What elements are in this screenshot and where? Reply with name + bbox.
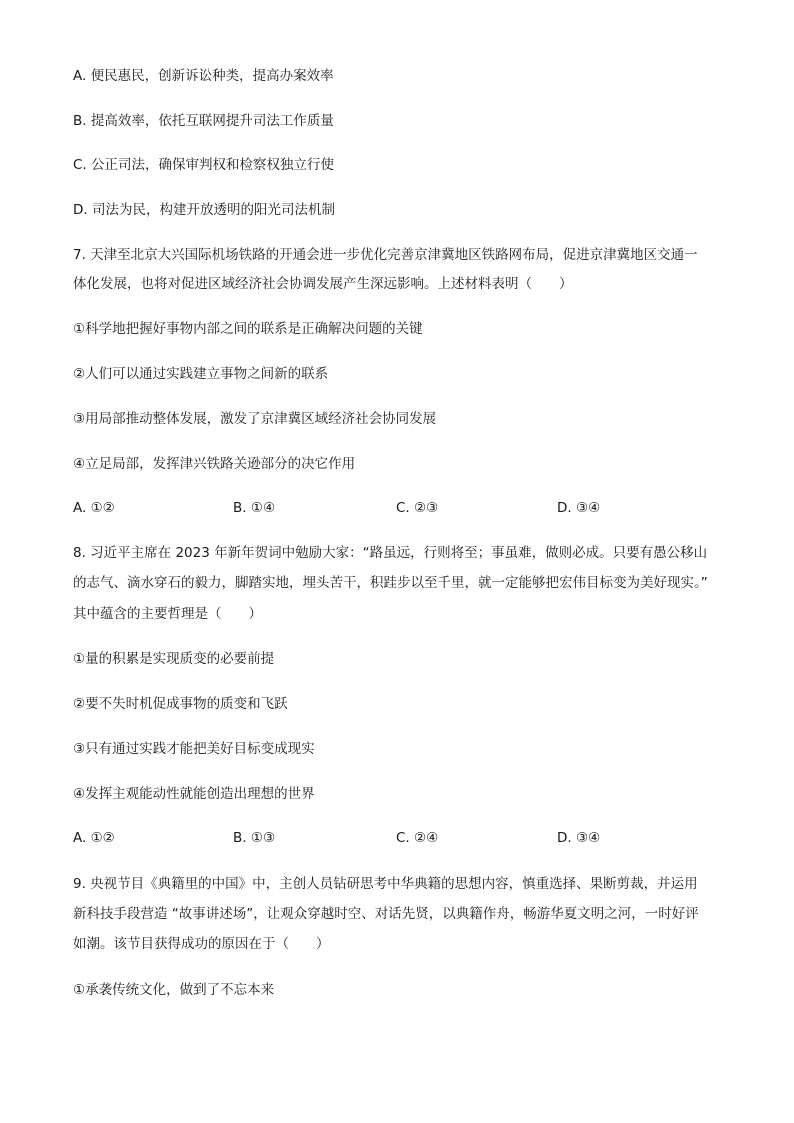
q7-stem-line-2: 体化发展，也将对促进区域经济社会协调发展产生深远影响。上述材料表明（ ） [73, 276, 573, 292]
q8-choice-c: C. ②④ [396, 830, 439, 846]
q7-choice-c: C. ②③ [396, 500, 439, 516]
q9-stem-line-2: 新科技手段营造 “故事讲述场”，让观众穿越时空、对话先贤，以典籍作舟，畅游华夏文明之河，一时好评 [73, 906, 699, 922]
q7-item-4: ④立足局部，发挥津兴铁路关逊部分的决它作用 [73, 456, 356, 472]
q8-item-3: ③只有通过实践才能把美好目标变成现实 [73, 741, 315, 757]
q9-item-1: ①承袭传统文化，做到了不忘本来 [73, 982, 275, 998]
q6-option-c: C. 公正司法，确保审判权和检察权独立行使 [73, 157, 335, 173]
q6-option-b: B. 提高效率，依托互联网提升司法工作质量 [73, 113, 334, 129]
q9-stem-line-3: 如潮。该节目获得成功的原因在于（ ） [73, 936, 330, 952]
q7-item-3: ③用局部推动整体发展，激发了京津冀区域经济社会协同发展 [73, 411, 437, 427]
q8-stem-line-3: 其中蕴含的主要哲理是（ ） [73, 606, 262, 622]
q7-item-1: ①科学地把握好事物内部之间的联系是正确解决问题的关键 [73, 321, 423, 337]
q6-option-a: A. 便民惠民，创新诉讼种类，提高办案效率 [73, 68, 334, 84]
q8-item-1: ①量的积累是实现质变的必要前提 [73, 651, 275, 667]
q8-stem-line-1: 8. 习近平主席在 2023 年新年贺词中勉励大家：“路虽远，行则将至；事虽难，做则必成。只要有愚公移山 [73, 545, 708, 561]
q7-item-2: ②人们可以通过实践建立事物之间新的联系 [73, 366, 329, 382]
q7-stem-line-1: 7. 天津至北京大兴国际机场铁路的开通会进一步优化完善京津冀地区铁路网布局，促进京津冀地区交通一 [73, 247, 698, 263]
q8-choice-a: A. ①② [73, 830, 115, 846]
q8-item-2: ②要不失时机促成事物的质变和飞跃 [73, 696, 288, 712]
q8-choice-d: D. ③④ [557, 830, 601, 846]
q9-stem-line-1: 9. 央视节目《典籍里的中国》中，主创人员钻研思考中华典籍的思想内容，慎重选择、果断剪裁，并运用 [73, 876, 698, 892]
q6-option-d: D. 司法为民，构建开放透明的阳光司法机制 [73, 202, 335, 218]
q7-choice-b: B. ①④ [233, 500, 276, 516]
q7-choice-a: A. ①② [73, 500, 115, 516]
q8-choice-b: B. ①③ [233, 830, 276, 846]
q8-item-4: ④发挥主观能动性就能创造出理想的世界 [73, 786, 315, 802]
q7-choice-d: D. ③④ [557, 500, 601, 516]
q8-stem-line-2: 的志气、滴水穿石的毅力，脚踏实地，埋头苦干，积跬步以至千里，就一定能够把宏伟目标变为美好现实。” [73, 575, 708, 591]
